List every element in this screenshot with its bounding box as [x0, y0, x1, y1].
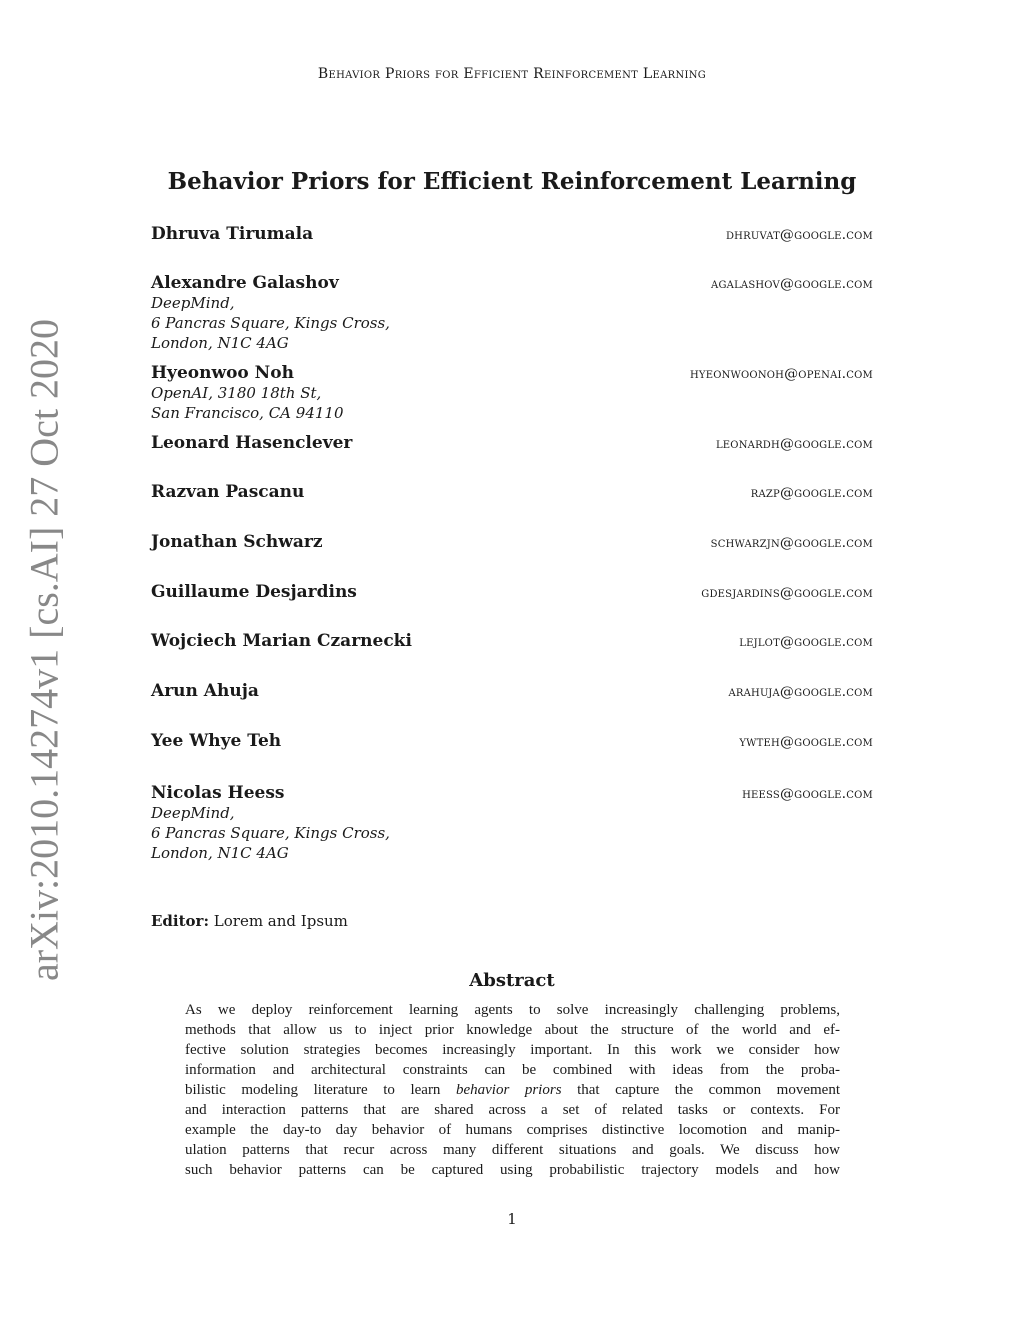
author-block [151, 582, 873, 602]
author-name: Arun Ahuja [151, 681, 259, 701]
author-name: Razvan Pascanu [151, 482, 305, 502]
author-block [151, 433, 873, 453]
editor-value: Lorem and Ipsum [213, 912, 348, 930]
abstract-emphasis: behavior priors [455, 1082, 562, 1098]
author-email: lejlot@google.com [739, 634, 873, 650]
author-name: Hyeonwoo Noh [151, 363, 294, 383]
author-row [151, 482, 873, 502]
abstract-line: fective solution strategies becomes increasingly important. In this work we consider how [185, 1042, 840, 1058]
author-affiliation: London, N1C 4AG [151, 844, 289, 862]
author-block [151, 532, 873, 552]
author-email: arahuja@google.com [728, 684, 873, 700]
author-affiliation: DeepMind, [151, 294, 235, 312]
author-block [151, 363, 873, 423]
abstract-line: example the day-to day behavior of humans comprises distinctive locomotion and manip- [185, 1122, 840, 1138]
author-row [151, 582, 873, 602]
author-email: ywteh@google.com [739, 734, 873, 750]
abstract-line: information and architectural constraints can be combined with ideas from the proba- [185, 1062, 840, 1078]
abstract-line: and interaction patterns that are shared across a set of related tasks or contexts. For [185, 1102, 840, 1118]
editor-line [151, 912, 348, 930]
author-email: agalashov@google.com [711, 276, 873, 292]
paper-title: Behavior Priors for Efficient Reinforcement Learning [167, 168, 857, 195]
arxiv-stamp: arXiv:2010.14274v1 [cs.AI] 27 Oct 2020 [21, 318, 67, 982]
abstract-line: bilistic modeling literature to learn behavior priors that capture the common movement [185, 1082, 841, 1098]
author-row [151, 681, 873, 701]
author-block [151, 631, 873, 651]
author-block [151, 273, 873, 353]
author-name: Jonathan Schwarz [151, 532, 323, 552]
author-row [151, 273, 873, 293]
author-name: Nicolas Heess [151, 783, 285, 803]
author-row [151, 224, 873, 244]
author-block [151, 783, 873, 863]
abstract-line: such behavior patterns can be captured using probabilistic trajectory models and how [185, 1162, 840, 1178]
author-name: Guillaume Desjardins [151, 582, 357, 602]
author-name: Dhruva Tirumala [151, 224, 314, 244]
author-row [151, 532, 873, 552]
author-affiliation: DeepMind, [151, 804, 235, 822]
author-email: gdesjardins@google.com [701, 585, 873, 601]
author-block [151, 681, 873, 701]
author-email: dhruvat@google.com [725, 227, 873, 243]
author-name: Wojciech Marian Czarnecki [151, 631, 412, 651]
author-block [151, 482, 873, 502]
author-affiliation: 6 Pancras Square, Kings Cross, [151, 824, 390, 842]
author-row [151, 783, 873, 803]
running-head: Behavior Priors for Efficient Reinforcement Learning [317, 66, 707, 82]
author-row [151, 363, 873, 383]
abstract-line: methods that allow us to inject prior knowledge about the structure of the world and ef- [185, 1022, 840, 1038]
author-row [151, 433, 873, 453]
editor-label: Editor: [151, 912, 209, 930]
abstract-body [185, 1000, 840, 1180]
author-email: schwarzjn@google.com [710, 535, 873, 551]
page-number: 1 [507, 1210, 517, 1228]
author-email: razp@google.com [750, 485, 873, 501]
abstract-line: ulation patterns that recur across many different situations and goals. We discuss how [185, 1142, 840, 1158]
author-row [151, 731, 873, 751]
author-block [151, 224, 873, 244]
author-email: leonardh@google.com [715, 436, 873, 452]
author-name: Yee Whye Teh [151, 731, 282, 751]
abstract-heading: Abstract [469, 970, 555, 991]
author-block [151, 731, 873, 751]
author-name: Alexandre Galashov [151, 273, 339, 293]
author-affiliation: 6 Pancras Square, Kings Cross, [151, 314, 390, 332]
abstract-line: As we deploy reinforcement learning agents to solve increasingly challenging problems, [185, 1002, 840, 1018]
author-row [151, 631, 873, 651]
author-email: hyeonwoonoh@openai.com [689, 366, 873, 382]
author-affiliation: San Francisco, CA 94110 [151, 404, 344, 422]
author-name: Leonard Hasenclever [151, 433, 353, 453]
author-affiliation: OpenAI, 3180 18th St, [151, 384, 322, 402]
author-email: heess@google.com [742, 786, 873, 802]
author-affiliation: London, N1C 4AG [151, 334, 289, 352]
